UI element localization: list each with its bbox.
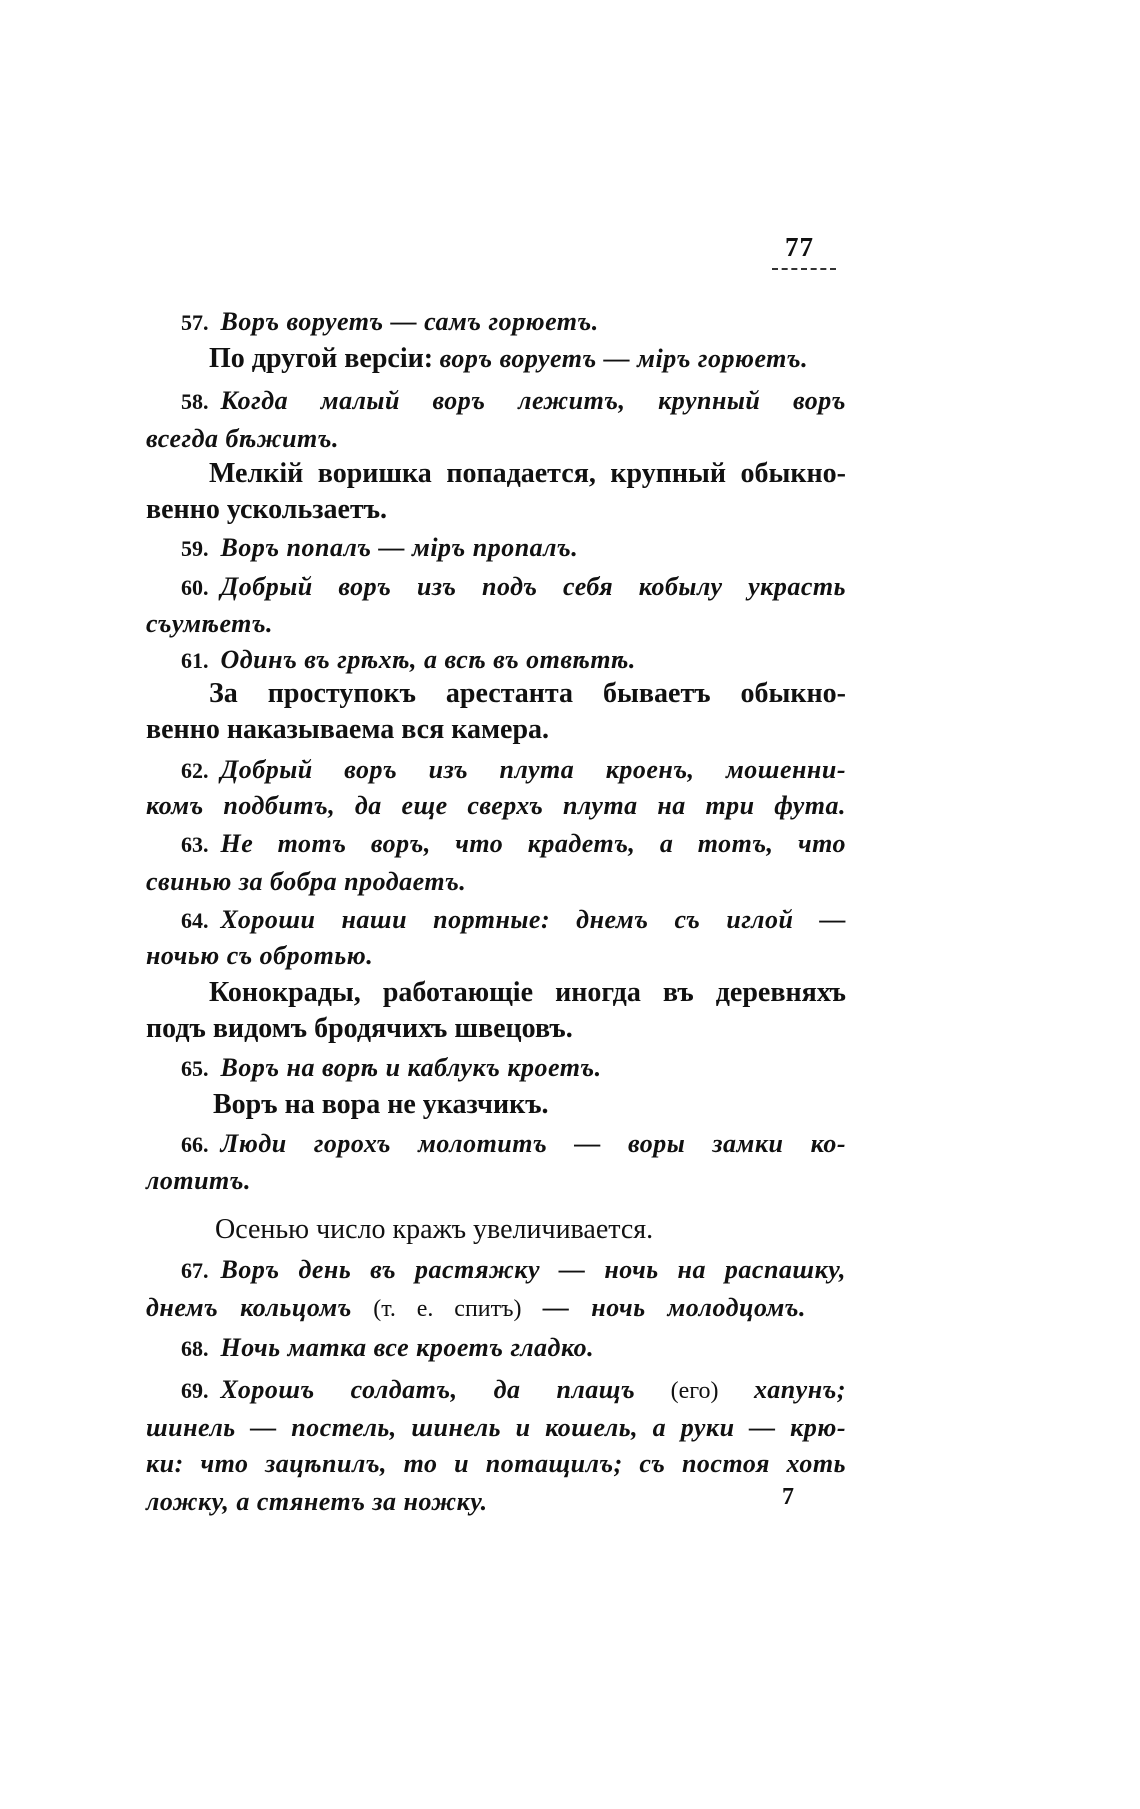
proverb-text: Люди горохъ молотитъ — воры замки ко- — [220, 1129, 846, 1158]
proverb-number: 67. — [181, 1258, 209, 1283]
proverb-text: ки: что зацѣпилъ, то и потащилъ; съ постоя хоть — [146, 1449, 846, 1478]
proverb-text: Хорошъ солдатъ, да плащъ — [220, 1375, 636, 1404]
proverb-number: 61. — [181, 648, 209, 673]
proverb-text: Воръ на ворѣ и каблукъ кроетъ. — [220, 1053, 602, 1082]
proverb-63 — [181, 828, 846, 861]
commentary-line — [209, 343, 808, 375]
proverb-text: шинель — постель, шинель и кошель, а руки — крю- — [146, 1413, 846, 1442]
proverb-63-cont — [146, 866, 466, 898]
proverb-text: Воръ день въ растяжку — ночь на распашку, — [220, 1255, 846, 1284]
proverb-text: лотитъ. — [146, 1166, 251, 1195]
commentary-line — [209, 458, 846, 490]
commentary-text: подъ видомъ бродячихъ швецовъ. — [146, 1013, 573, 1044]
commentary-line — [146, 494, 387, 526]
proverb-62 — [181, 754, 846, 787]
proverb-66-cont — [146, 1165, 251, 1197]
proverb-variant: воръ воруетъ — міръ горюетъ. — [439, 344, 809, 373]
proverb-text: съумѣетъ. — [146, 609, 274, 638]
proverb-61 — [181, 644, 636, 677]
commentary-line — [146, 714, 549, 746]
page-number: 77 — [785, 232, 814, 262]
proverb-69-cont — [146, 1486, 488, 1518]
commentary-line — [146, 1013, 573, 1045]
proverb-text: Воръ попалъ — міръ пропалъ. — [220, 533, 579, 562]
proverb-number: 60. — [181, 575, 209, 600]
proverb-text: Ночь матка все кроетъ гладко. — [220, 1333, 595, 1362]
commentary-line — [213, 1089, 549, 1121]
proverb-text: ложку, а стянетъ за ножку. — [146, 1487, 488, 1516]
proverb-57 — [181, 306, 599, 339]
proverb-58 — [181, 385, 846, 418]
commentary-line — [209, 678, 846, 710]
proverb-gloss: (т. е. спитъ) — [373, 1296, 522, 1322]
proverb-number: 65. — [181, 1056, 209, 1081]
proverb-66 — [181, 1128, 846, 1161]
proverb-number: 64. — [181, 908, 209, 933]
proverb-text: Когда малый воръ лежитъ, крупный воръ — [220, 386, 846, 415]
commentary-line — [215, 1214, 653, 1246]
commentary-line — [209, 977, 846, 1009]
proverb-number: 63. — [181, 832, 209, 857]
proverb-number: 57. — [181, 310, 209, 335]
commentary-text: Осенью число кражъ увеличивается. — [215, 1214, 654, 1245]
proverb-68 — [181, 1332, 594, 1365]
proverb-64-cont — [146, 940, 373, 972]
proverb-text: Одинъ въ грѣхѣ, а всѣ въ отвѣтѣ. — [220, 645, 636, 674]
proverb-number: 58. — [181, 389, 209, 414]
commentary-text: Мелкій воришка попадается, крупный обыкно- — [209, 458, 846, 489]
proverb-text: Добрый воръ изъ плута кроенъ, мошенни- — [220, 755, 846, 784]
commentary-text: венно ускользаетъ. — [146, 494, 388, 525]
proverb-text: Добрый воръ изъ подъ себя кобылу украсть — [220, 572, 846, 601]
proverb-gloss: (его) — [670, 1378, 719, 1404]
proverb-67-cont — [146, 1292, 806, 1325]
commentary-text: Конокрады, работающіе иногда въ деревняхъ — [209, 977, 846, 1008]
commentary-text: венно наказываема вся камера. — [146, 714, 550, 745]
proverb-text: комъ подбитъ, да еще сверхъ плута на три фута. — [146, 791, 846, 820]
proverb-67 — [181, 1254, 846, 1287]
proverb-number: 69. — [181, 1378, 209, 1403]
proverb-65 — [181, 1052, 602, 1085]
proverb-60-cont — [146, 608, 273, 640]
proverb-number: 62. — [181, 758, 209, 783]
proverb-text: — ночь молодцомъ. — [542, 1293, 807, 1322]
proverb-text: свинью за бобра продаетъ. — [146, 867, 467, 896]
commentary-text: Воръ на вора не указчикъ. — [213, 1089, 549, 1120]
proverb-text: Воръ воруетъ — самъ горюетъ. — [220, 307, 599, 336]
page-number-rule — [772, 268, 836, 270]
proverb-number: 59. — [181, 536, 209, 561]
proverb-69-cont — [146, 1412, 846, 1444]
proverb-69-cont — [146, 1448, 846, 1480]
proverb-59 — [181, 532, 578, 565]
proverb-60 — [181, 571, 846, 604]
proverb-text: Не тотъ воръ, что крадетъ, а тотъ, что — [220, 829, 846, 858]
proverb-69 — [181, 1374, 846, 1407]
proverb-number: 68. — [181, 1336, 209, 1361]
proverb-number: 66. — [181, 1132, 209, 1157]
signature-mark: 7 — [782, 1484, 794, 1510]
proverb-text: всегда бѣжитъ. — [146, 424, 339, 453]
proverb-text: Хороши наши портные: днемъ съ иглой — — [220, 905, 846, 934]
proverb-text: днемъ кольцомъ — [146, 1293, 352, 1322]
commentary-text: За проступокъ арестанта бываетъ обыкно- — [209, 678, 846, 709]
proverb-62-cont — [146, 790, 846, 822]
proverb-58-cont — [146, 423, 339, 455]
commentary-text: По другой версіи: — [209, 343, 434, 374]
proverb-text: ночью съ обротью. — [146, 941, 374, 970]
proverb-64 — [181, 904, 846, 937]
proverb-text: хапунъ; — [754, 1375, 846, 1404]
